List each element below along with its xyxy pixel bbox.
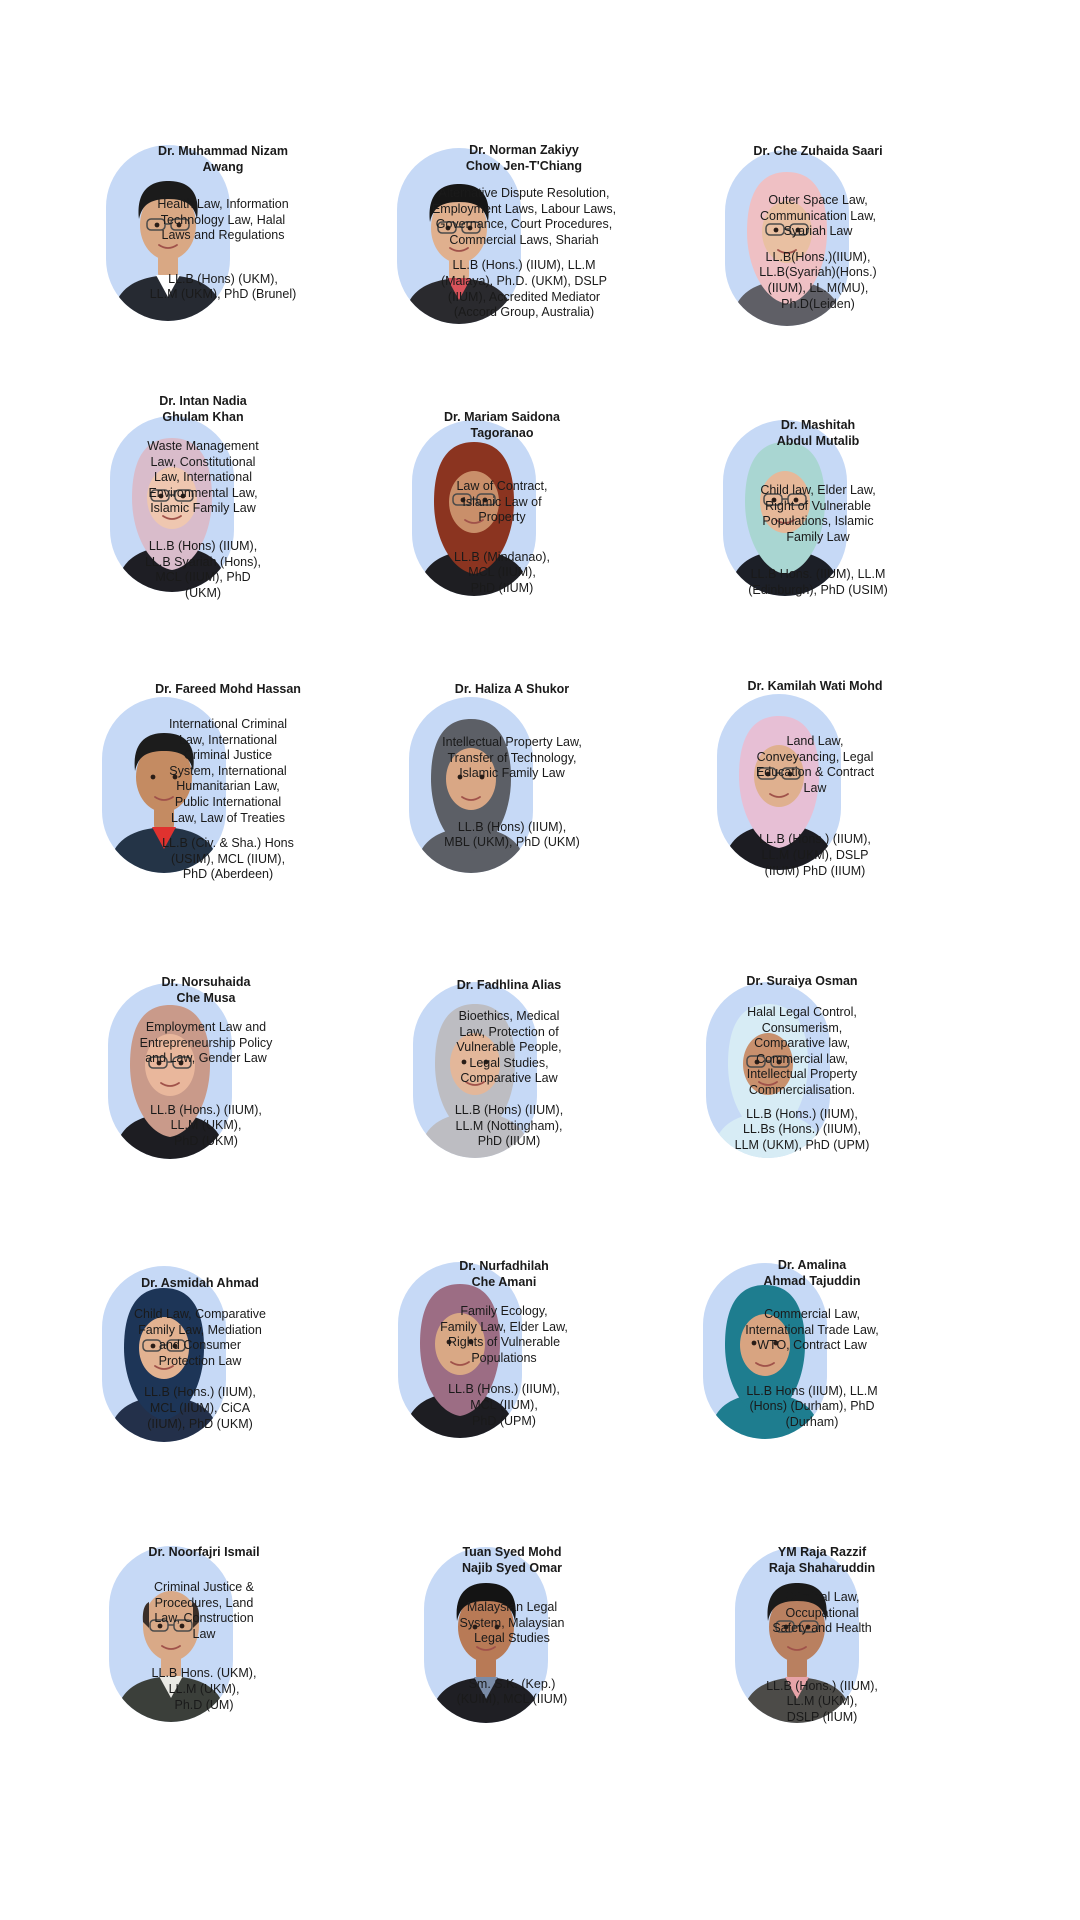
staff-info — [129, 681, 327, 883]
staff-name: Dr. Muhammad Nizam Awang — [158, 144, 288, 174]
staff-name: Dr. Asmidah Ahmad — [141, 1276, 259, 1290]
staff-name: Dr. Suraiya Osman — [746, 974, 858, 988]
staff-name: Dr. Fareed Mohd Hassan — [155, 682, 301, 696]
staff-name: Tuan Syed Mohd Najib Syed Omar — [461, 1545, 563, 1575]
staff-specialisation: Employment Law and Entrepreneurship Policy and Law, Gender Law — [139, 1020, 273, 1066]
staff-specialisation: Commercial Law, International Trade Law, WTO, Contract Law — [745, 1307, 879, 1353]
staff-specialisation: Intellectual Property Law, Transfer of Technology, Islamic Family Law — [442, 735, 582, 781]
staff-info — [124, 143, 322, 303]
staff-info — [413, 681, 611, 851]
staff-qualifications: LL.B (Hons.) (IIUM), LL.Bs (Hons.) (IIUM), LLM (UKM), PhD (UPM) — [734, 1106, 870, 1152]
staff-qualifications: LL.B (Hons) (IIUM), LL.B Syariah (Hons), MCL (IIUM), PhD (UKM) — [144, 538, 262, 600]
staff-specialisation: Outer Space Law, Communication Law, Syariah Law — [759, 193, 877, 239]
staff-qualifications: LL.B (Hons) (IIUM), LL.M (Nottingham), PhD (IIUM) — [454, 1102, 564, 1149]
staff-qualifications: LL.B Hons (IIUM), LL.M (Hons) (Durham), PhD (Durham) — [746, 1383, 878, 1429]
staff-name: Dr. Mashitah Abdul Mutalib — [776, 418, 860, 448]
staff-qualifications: LL.B (Hons.) (IIUM), LL.M (UKM), PhD (UKM) — [150, 1102, 262, 1148]
staff-info — [403, 409, 601, 597]
staff-specialisation: Health Law, Information Technology Law, Halal Laws and Regulations — [157, 197, 289, 243]
staff-name: Dr. Nurfadhilah Che Amani — [459, 1259, 549, 1289]
staff-info — [703, 973, 901, 1153]
staff-specialisation: Malaysian Legal System, Malaysian Legal Studies — [459, 1600, 565, 1646]
staff-specialisation: Child law, Elder Law, Right of Vulnerable Populations, Islamic Family Law — [760, 483, 876, 544]
staff-specialisation: International Criminal Law, International Criminal Justice System, International Humanitarian Law, Public International Law, Law of Treaties — [168, 717, 288, 825]
staff-name: Dr. Amalina Ahmad Tajuddin — [763, 1258, 861, 1288]
staff-name: Dr. Mariam Saidona Tagoranao — [443, 410, 560, 440]
staff-qualifications: LL.B Hons. (IIUM), LL.M (Edinburgh), PhD (USIM) — [748, 567, 888, 597]
staff-qualifications: LL.B Hons. (UKM), LL.M (UKM), Ph.D (UM) — [151, 1666, 257, 1712]
staff-specialisation: Bioethics, Medical Law, Protection of Vulnerable People, Legal Studies, Comparative Law — [456, 1009, 562, 1086]
staff-specialisation: Family Ecology, Family Law, Elder Law, Rights of Vulnerable Populations — [440, 1304, 568, 1365]
staff-info — [719, 417, 917, 599]
staff-info — [425, 142, 623, 321]
staff-name: Dr. Fadhlina Alias — [456, 978, 562, 992]
staff-specialisation: Halal Legal Control, Consumerism, Comparative law, Commercial law, Intellectual Property Commercialisation. — [746, 1005, 858, 1097]
staff-info — [104, 393, 302, 601]
staff-info — [719, 143, 917, 312]
staff-name: Dr. Intan Nadia Ghulam Khan — [159, 394, 247, 424]
staff-qualifications: LL.B (Hons.) (IIUM), LL.M (UKM), DSLP (IIUM) PhD (IIUM) — [759, 832, 871, 878]
staff-qualifications: LL.B(Hons.)(IIUM), LL.B(Syariah)(Hons.) (IIUM), LL.M(MU), Ph.D(Leiden) — [759, 249, 877, 311]
staff-info — [107, 974, 305, 1150]
staff-qualifications: Sm. S.K. (Kep.) (KUIM), MCL (IIUM) — [456, 1676, 568, 1707]
staff-info — [101, 1275, 299, 1432]
staff-info — [716, 678, 914, 879]
staff-specialisation: Alternative Dispute Resolution, Employment Laws, Labour Laws, Governance, Court Procedures, Commercial Laws, Shariah — [431, 186, 617, 247]
staff-specialisation: Child Law, Comparative Family Law, Mediation and Consumer Protection Law — [133, 1307, 266, 1368]
staff-name: Dr. Norman Zakiyy Chow Jen-T'Chiang — [465, 143, 583, 173]
staff-specialisation: Law of Contract, Islamic Law of Property — [456, 479, 548, 525]
staff-qualifications: LL.B (Hons) (IIUM), MBL (UKM), PhD (UKM) — [444, 819, 580, 850]
staff-info — [723, 1544, 921, 1726]
staff-qualifications: LL.B (Hons.) (IIUM), MCL (IIUM), CiCA (IIUM), PhD (UKM) — [144, 1385, 256, 1431]
staff-specialisation: Land Law, Conveyancing, Legal Education & Contract Law — [755, 734, 875, 795]
staff-name: Dr. Haliza A Shukor — [454, 682, 570, 696]
staff-name: Dr. Norsuhaida Che Musa — [161, 975, 251, 1005]
staff-specialisation: Criminal Justice & Procedures, Land Law, Construction Law — [153, 1580, 255, 1641]
staff-info — [713, 1257, 911, 1431]
staff-qualifications: LL.B (Hons.) (IIUM), LL.M (Malaya), Ph.D. (UKM), DSLP (IIUM), Accredited Mediator (Accord Group, Australia) — [440, 258, 607, 320]
staff-name: Dr. Che Zuhaida Saari — [753, 144, 883, 158]
staff-info — [105, 1544, 303, 1713]
staff-info — [405, 1258, 603, 1429]
staff-qualifications: LL.B (Civ. & Sha.) Hons (USIM), MCL (IIUM), PhD (Aberdeen) — [162, 836, 294, 882]
staff-name: Dr. Kamilah Wati Mohd — [747, 679, 883, 693]
staff-info — [410, 977, 608, 1150]
staff-qualifications: LL.B (Hons.) (IIUM), MCL (IIUM), PhD (UPM) — [448, 1382, 560, 1428]
staff-info — [413, 1544, 611, 1708]
staff-specialisation: Criminal Law, Occupational Safety and Health — [772, 1590, 872, 1636]
staff-qualifications: LL.B (Mindanao), MCL (IIUM), PhD (IIUM) — [454, 549, 550, 595]
staff-name: Dr. Noorfajri Ismail — [148, 1545, 260, 1559]
staff-specialisation: Waste Management Law, Constitutional Law, International Environmental Law, Islamic Family Law — [147, 439, 259, 516]
staff-qualifications: LL.B (Hons.) (IIUM), LL.M (UKM), DSLP (IIUM) — [766, 1678, 878, 1724]
staff-name: YM Raja Razzif Raja Shaharuddin — [768, 1545, 876, 1575]
staff-qualifications: LL.B (Hons) (UKM), LL.M (UKM), PhD (Brunel) — [149, 271, 297, 302]
